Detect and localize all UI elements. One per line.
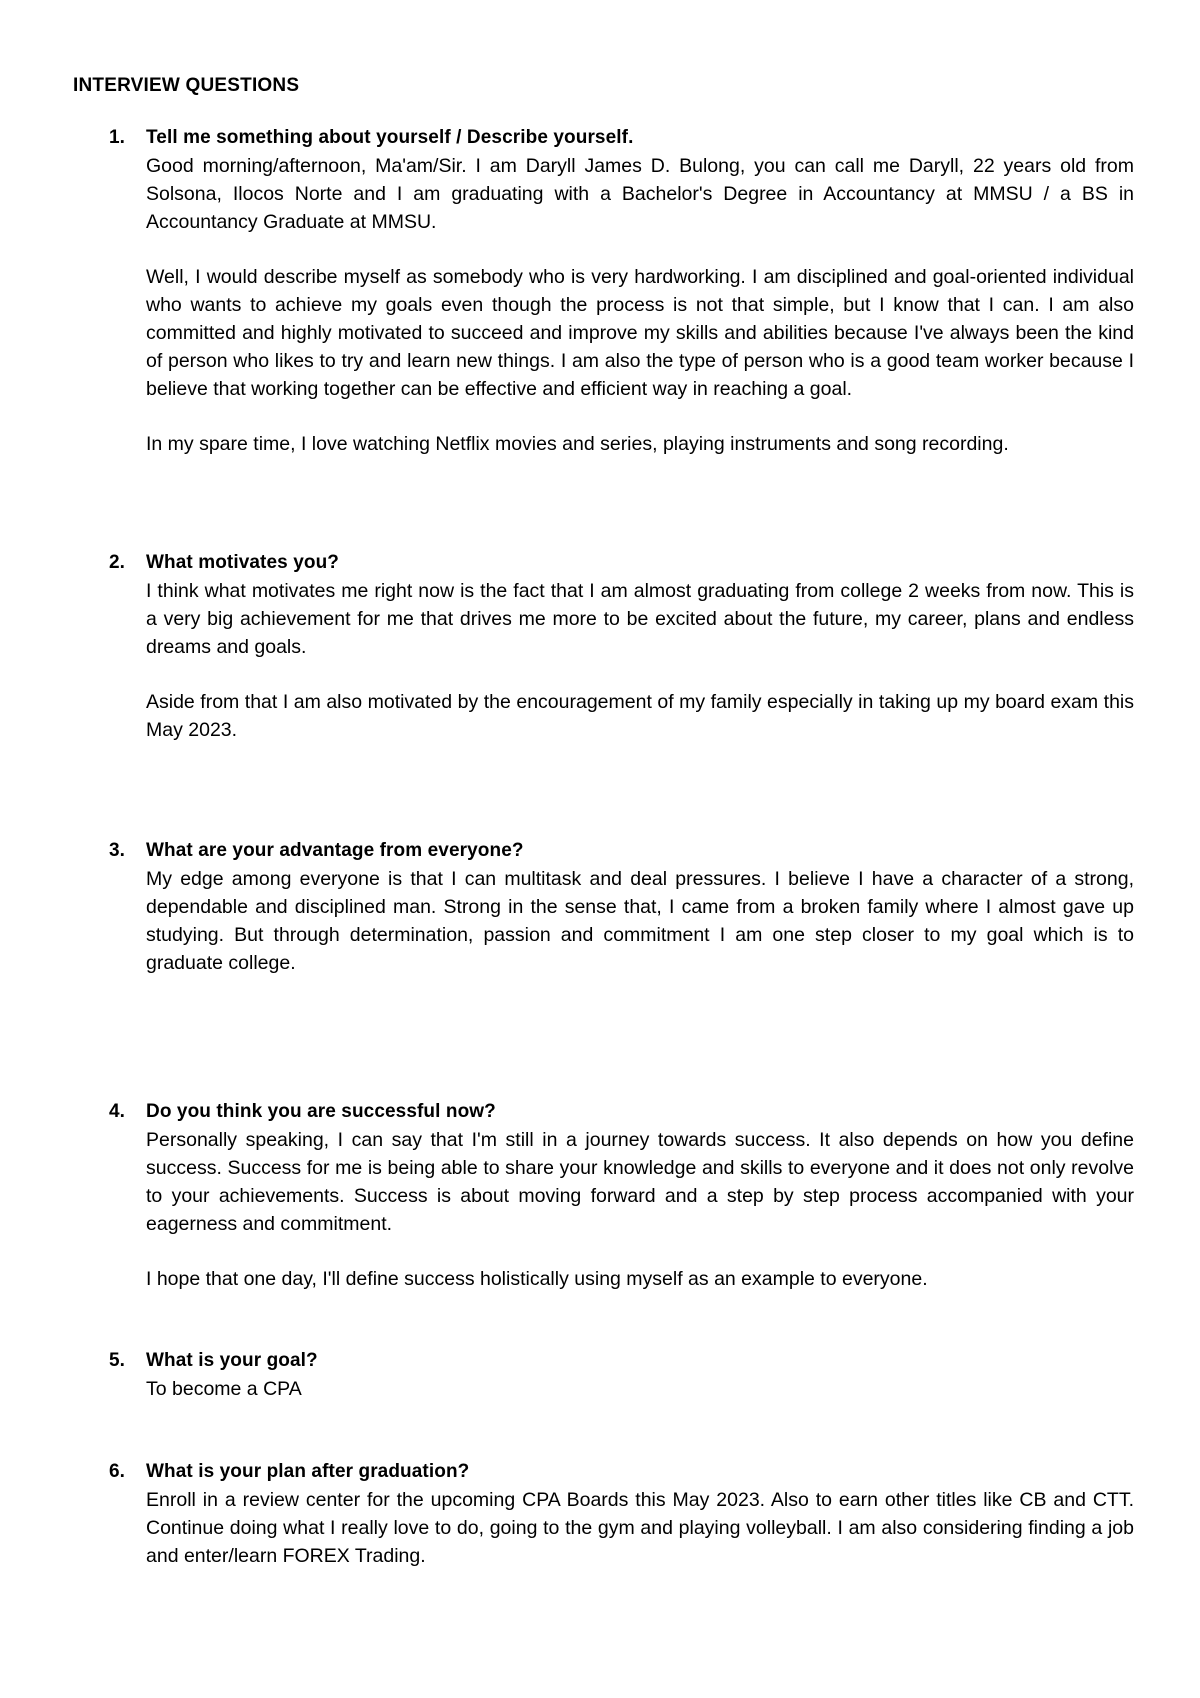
answer-paragraph: My edge among everyone is that I can multitask and deal pressures. I believe I have a character of a strong, dependable and disciplined man. Strong in the sense that, I came from a broken family where I almost gave up studying. But through determination, passion and commitment I am one step closer to my goal which is to graduate college.	[146, 868, 1134, 974]
answer-paragraph: In my spare time, I love watching Netflix movies and series, playing instruments and song recording.	[146, 433, 1009, 455]
question-item	[73, 1347, 1134, 1403]
question-heading: What is your goal?	[146, 1350, 318, 1371]
question-number: 5.	[109, 1350, 125, 1371]
question-number: 4.	[109, 1101, 125, 1122]
question-heading: What is your plan after graduation?	[146, 1461, 470, 1482]
answer-paragraph: Aside from that I am also motivated by the encouragement of my family especially in taking up my board exam this May 2023.	[146, 691, 1134, 741]
answer-paragraph: Enroll in a review center for the upcoming CPA Boards this May 2023. Also to earn other titles like CB and CTT. Continue doing what I really love to do, going to the gym and playing volleyball. I am also considering finding a job and enter/learn FOREX Trading.	[146, 1489, 1134, 1567]
question-item	[73, 1458, 1134, 1570]
question-number: 6.	[109, 1461, 125, 1482]
answer-paragraph: I hope that one day, I'll define success holistically using myself as an example to everyone.	[146, 1268, 928, 1290]
question-number: 2.	[109, 552, 125, 573]
answer-paragraph: Personally speaking, I can say that I'm still in a journey towards success. It also depends on how you define success. Success for me is being able to share your knowledge and skills to everyone and it does not only revolve to your achievements. Success is about moving forward and a step by step process accompanied with your eagerness and commitment.	[146, 1129, 1134, 1235]
question-item	[73, 1098, 1134, 1293]
answer-paragraph: I think what motivates me right now is the fact that I am almost graduating from college 2 weeks from now. This is a very big achievement for me that drives me more to be excited about the future, my career, plans and endless dreams and goals.	[146, 580, 1134, 658]
answer-paragraph: To become a CPA	[146, 1378, 302, 1400]
question-heading: Do you think you are successful now?	[146, 1101, 496, 1122]
question-heading: What motivates you?	[146, 552, 339, 573]
question-item	[73, 124, 1134, 458]
question-item	[73, 837, 1134, 977]
question-number: 1.	[109, 127, 125, 148]
question-item	[73, 549, 1134, 744]
question-heading: Tell me something about yourself / Describe yourself.	[146, 127, 634, 148]
answer-paragraph: Good morning/afternoon, Ma'am/Sir. I am Daryll James D. Bulong, you can call me Daryll, 22 years old from Solsona, Ilocos Norte and I am graduating with a Bachelor's Degree in Accountancy at MMSU / a BS in Accountancy Graduate at MMSU.	[146, 155, 1134, 233]
document-title: INTERVIEW QUESTIONS	[73, 75, 300, 96]
question-heading: What are your advantage from everyone?	[146, 840, 524, 861]
answer-paragraph: Well, I would describe myself as somebody who is very hardworking. I am disciplined and goal-oriented individual who wants to achieve my goals even though the process is not that simple, but I know that I can. I am also committed and highly motivated to succeed and improve my skills and abilities because I've always been the kind of person who likes to try and learn new things. I am also the type of person who is a good team worker because I believe that working together can be effective and efficient way in reaching a goal.	[146, 266, 1134, 400]
question-number: 3.	[109, 840, 125, 861]
